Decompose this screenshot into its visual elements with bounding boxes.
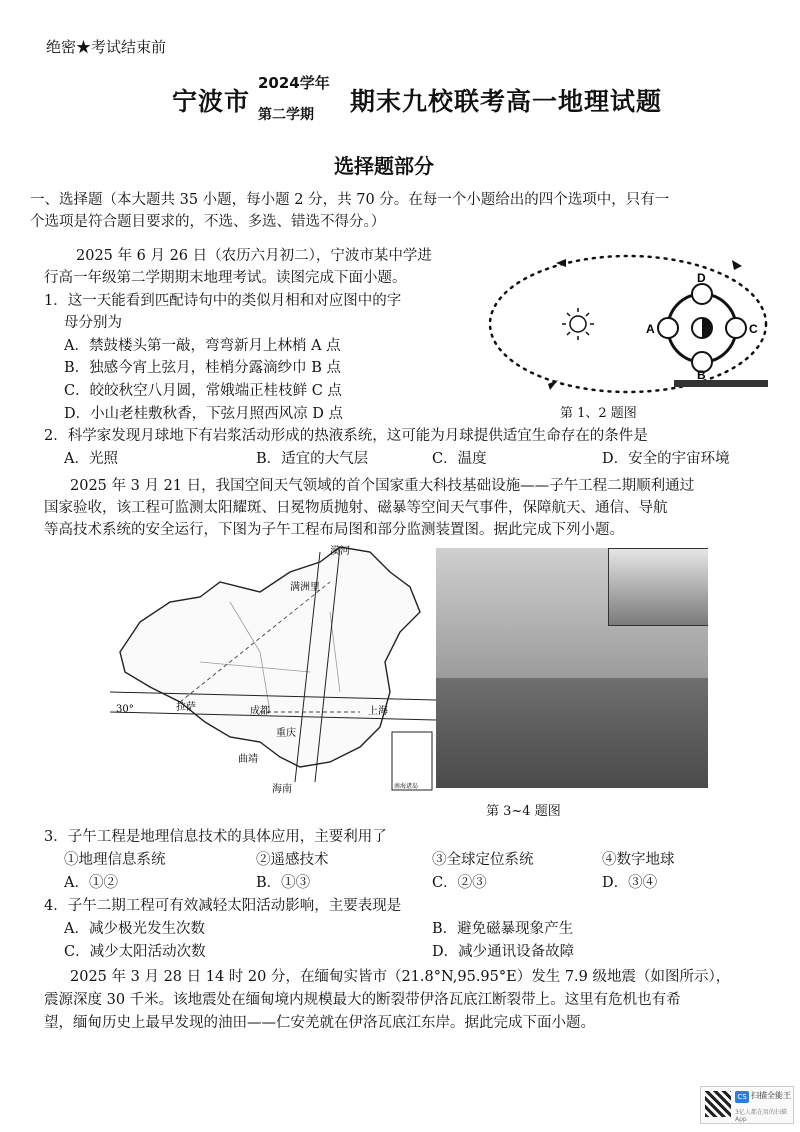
city-label: 海南 (272, 784, 292, 795)
latitude-label: 30° (116, 704, 134, 715)
city-label: 重庆 (276, 728, 296, 739)
secret-label: 绝密★考试结束前 (46, 38, 167, 56)
passage-line: 2025 年 3 月 28 日 14 时 20 分，在缅甸实皆市（21.8°N,95.95°E）发生 7.9 级地震（如图所示）， (70, 969, 731, 985)
q2-option-c: C．温度 (432, 451, 487, 467)
q2-option-d: D．安全的宇宙环境 (602, 451, 730, 467)
photo-ground (436, 678, 708, 788)
orbit-path (490, 256, 766, 392)
q3-item-1: ①地理信息系统 (64, 852, 166, 868)
q3-item-3: ③全球定位系统 (432, 852, 534, 868)
orbit-arrow (556, 259, 566, 267)
q1-option-a: A．禁鼓楼头第一敲，弯弯新月上林梢 A 点 (64, 338, 341, 354)
camscanner-badge: CS (735, 1091, 749, 1103)
q1-stem: 1．这一天能看到匹配诗句中的类似月相和对应图中的字 (44, 293, 402, 309)
label-d: D (697, 271, 706, 285)
q2-option-b: B．适宜的大气层 (256, 451, 369, 467)
moon-position-d (692, 284, 712, 304)
earth-icon (692, 318, 712, 338)
moon-phase-diagram (486, 246, 780, 420)
q1-option-b: B．独感今宵上弦月，桂梢分露滴纱巾 B 点 (64, 360, 342, 376)
watermark-name: 扫描全能王 (751, 1091, 791, 1100)
city-label: 漠河 (330, 546, 350, 557)
city-label: 成都 (250, 706, 270, 717)
q4-option-c: C．减少太阳活动次数 (64, 944, 206, 960)
title-semester: 第二学期 (258, 107, 314, 123)
q4-option-a: A．减少极光发生次数 (64, 921, 205, 937)
city-label: 上海 (368, 706, 388, 717)
label-c: C (749, 322, 758, 336)
q3-item-2: ②遥感技术 (256, 852, 329, 868)
china-map (110, 542, 436, 802)
passage-line: 2025 年 3 月 21 日，我国空间天气领域的首个国家重大科技基础设施——子午工程二期顺利通过 (70, 478, 695, 494)
scanner-watermark (700, 1086, 794, 1124)
passage-line: 震源深度 30 千米。该地震处在缅甸境内规模最大的断裂带伊洛瓦底江断裂带上。这里有危机也有希 (44, 992, 681, 1008)
inset-label: 南海诸岛 (394, 783, 419, 790)
q3-stem: 3．子午工程是地理信息技术的具体应用，主要利用了 (44, 829, 387, 845)
monitoring-photo (436, 548, 708, 788)
q2-stem: 2．科学家发现月球地下有岩浆活动形成的热液系统，这可能为月球提供适宜生命存在的条件是 (44, 428, 648, 444)
antenna-inset-photo (608, 548, 708, 626)
china-outline (120, 547, 420, 767)
passage-line: 国家验收，该工程可监测太阳耀斑、日冕物质抛射、磁暴等空间天气事件，保障航天、通信、导航 (44, 500, 668, 516)
q3-option-d: D．③④ (602, 875, 658, 891)
q2-option-a: A．光照 (64, 451, 118, 467)
orbit-arrow (732, 260, 742, 270)
q1-option-d: D．小山老桂敷秋香，下弦月照西风凉 D 点 (64, 406, 343, 422)
title-year: 2024学年 (258, 74, 330, 92)
passage-line: 行高一年级第二学期期末地理考试。读图完成下面小题。 (44, 270, 407, 286)
q3-option-b: B．①③ (256, 875, 311, 891)
label-a: A (646, 322, 655, 336)
passage-line: 望，缅甸历史上最早发现的油田——仁安羌就在伊洛瓦底江东岸。据此完成下面小题。 (44, 1015, 595, 1031)
moon-position-a (658, 318, 678, 338)
city-label: 拉萨 (176, 702, 196, 713)
qr-code-icon (705, 1091, 731, 1117)
q4-option-b: B．避免磁暴现象产生 (432, 921, 574, 937)
instructions-line: 个选项是符合题目要求的，不选、多选、错选不得分。） (30, 214, 386, 230)
figure-caption: 第 3~4 题图 (486, 804, 561, 819)
q4-stem: 4．子午二期工程可有效减轻太阳活动影响，主要表现是 (44, 898, 402, 914)
title-city: 宁波市 (172, 87, 251, 116)
instructions-line: 一、选择题（本大题共 35 小题，每小题 2 分，共 70 分。在每一个小题给出的四个选项中，只有一 (30, 192, 670, 208)
q1-stem: 母分别为 (64, 315, 122, 331)
watermark-subtitle: 3亿人都在用的扫描App (735, 1109, 787, 1123)
city-label: 曲靖 (238, 754, 258, 765)
label-b: B (697, 368, 706, 382)
q3-item-4: ④数字地球 (602, 852, 675, 868)
q1-option-c: C．皎皎秋空八月圆，常娥端正桂枝鲜 C 点 (64, 383, 342, 399)
section-title: 选择题部分 (334, 154, 434, 178)
q3-option-a: A．①② (64, 875, 118, 891)
south-china-sea-inset (392, 732, 432, 790)
passage-line: 等高技术系统的安全运行，下图为子午工程布局图和部分监测装置图。据此完成下列小题。 (44, 522, 624, 538)
ground-bar (674, 380, 768, 387)
city-label: 满洲里 (290, 582, 320, 593)
figure-caption: 第 1、2 题图 (560, 406, 637, 421)
passage-line: 2025 年 6 月 26 日（农历六月初二），宁波市某中学进 (76, 248, 432, 264)
q3-option-c: C．②③ (432, 875, 487, 891)
sun-icon (562, 308, 594, 340)
title-rest: 期末九校联考高一地理试题 (350, 87, 663, 116)
q4-option-d: D．减少通讯设备故障 (432, 944, 575, 960)
moon-position-c (726, 318, 746, 338)
